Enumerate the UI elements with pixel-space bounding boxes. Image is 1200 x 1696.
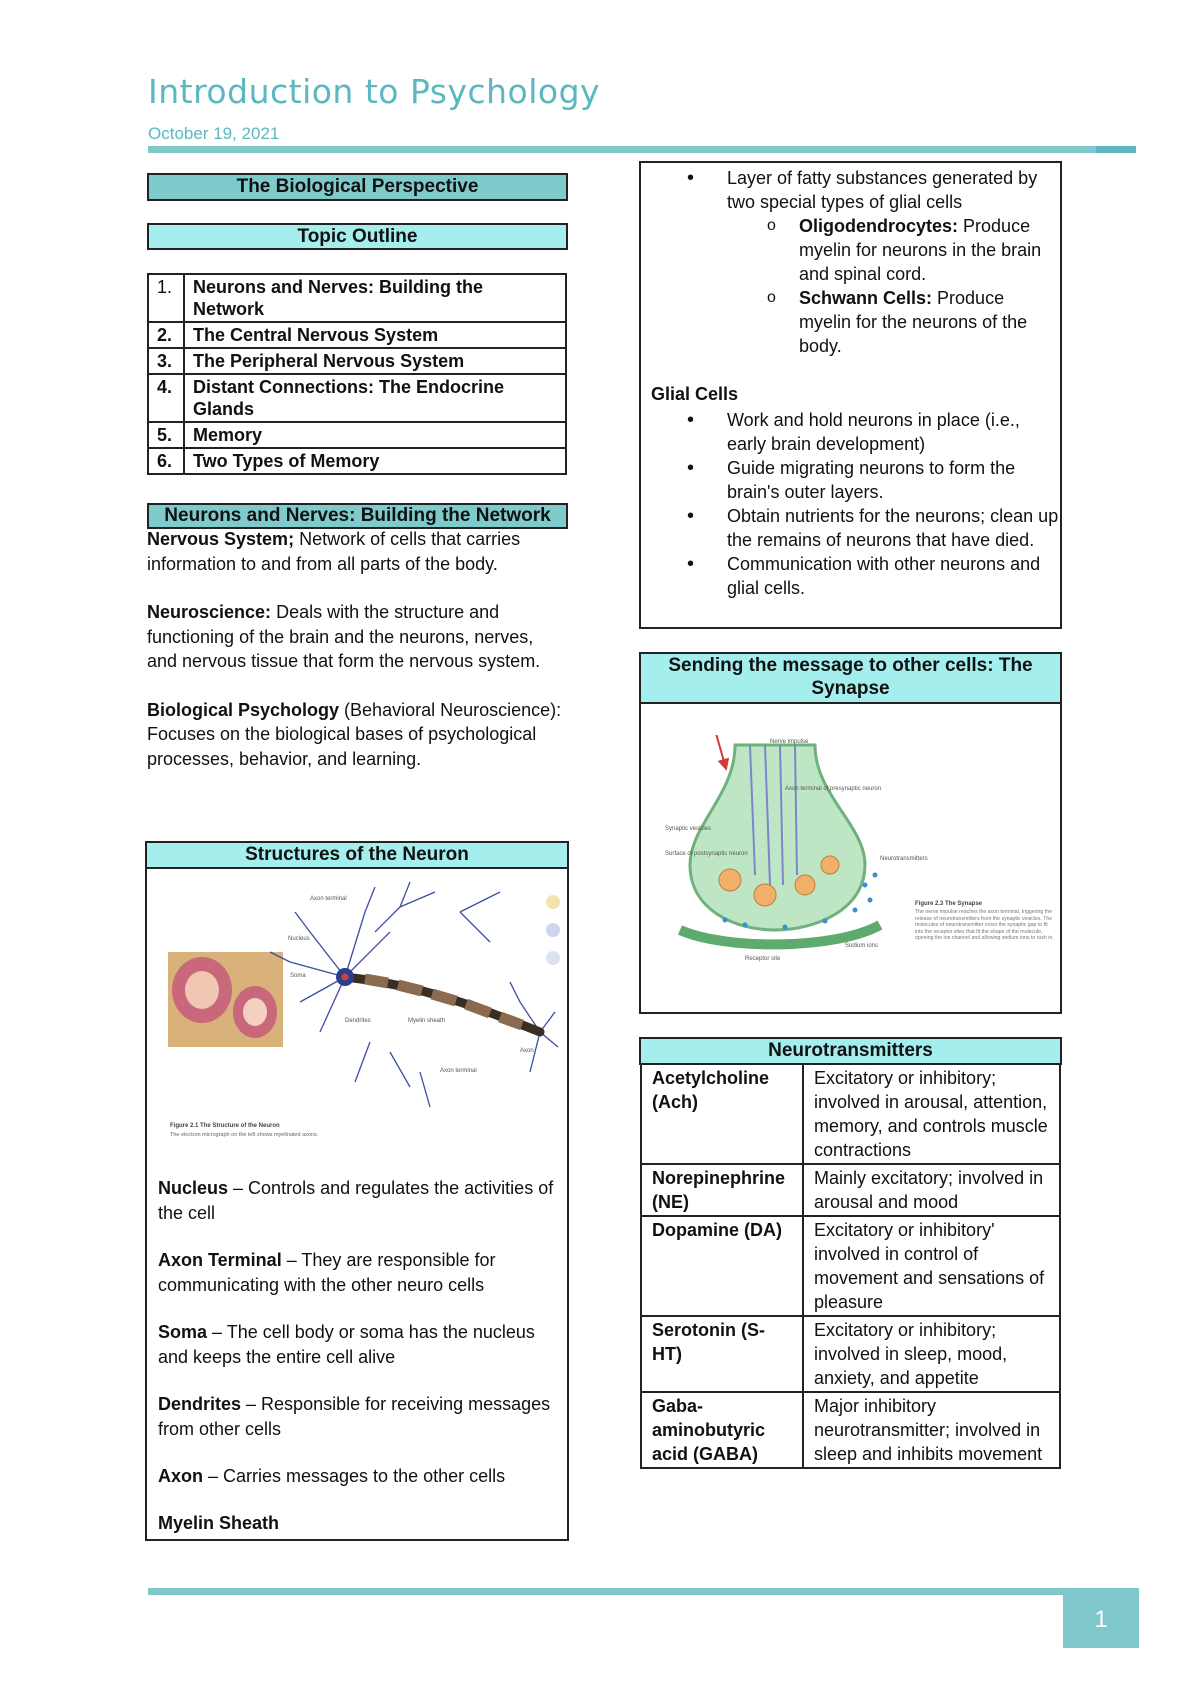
nt-desc: Excitatory or inhibitory' involved in control of movement and sensations of pleasure [803, 1216, 1060, 1316]
table-row [641, 1392, 1060, 1468]
structure-text: – They are responsible for communicating with the other neuro cells [158, 1250, 496, 1295]
definition-text: Network of cells that carries information to and from all parts of the body. [147, 529, 521, 574]
table-row [641, 1164, 1060, 1216]
definition-text: (Behavioral Neuroscience): Focuses on the biological bases of psychological processes, behavior, and learning. [147, 699, 562, 769]
myelin-section [641, 166, 1060, 600]
nt-desc: Excitatory or inhibitory; involved in arousal, attention, memory, and controls muscle contractions [803, 1064, 1060, 1164]
outline-text: The Central Nervous System [184, 322, 566, 348]
structure-axon-terminal [158, 1248, 558, 1298]
definition-term: Neuroscience: [147, 602, 272, 622]
fig-label: Myelin sheath [408, 1018, 446, 1024]
fig-label: Receptor site [745, 956, 781, 962]
definition-term: Nervous System; [147, 529, 295, 549]
outline-num: 2. [148, 322, 184, 348]
outline-row [148, 422, 566, 448]
nerve-impulse-arrow [715, 735, 725, 765]
definition-text: Deals with the structure and functioning of the brain and the neurons, nerves, and nervous tissue that form the nervous system. [147, 602, 541, 671]
nt-desc: Excitatory or inhibitory; involved in sleep, mood, anxiety, and appetite [803, 1316, 1060, 1392]
footer-rule [148, 1588, 1076, 1595]
outline-row [148, 448, 566, 474]
definition-biological-psychology [147, 698, 567, 772]
neuron-figure [160, 872, 560, 1142]
outline-text: Neurons and Nerves: Building the Network [184, 274, 566, 322]
outline-text: Two Types of Memory [184, 448, 566, 474]
structure-term: Soma [158, 1322, 208, 1342]
structure-term: Axon [158, 1466, 203, 1486]
fig-label: Synaptic vesicles [665, 826, 712, 832]
myelin-subitem: o Schwann Cells: Produce myelin for the neurons of the body. [767, 288, 1028, 356]
definition-nervous-system [147, 527, 567, 576]
fig-label: Dendrites [345, 1018, 371, 1024]
outline-row [148, 322, 566, 348]
nt-desc: Mainly excitatory; involved in arousal and mood [803, 1164, 1060, 1216]
myelin-bullet: • Layer of fatty substances generated by two special types of glial cells [641, 166, 1060, 214]
definition-neuroscience [147, 600, 567, 674]
outline-text: Memory [184, 422, 566, 448]
document-date: October 19, 2021 [148, 124, 280, 143]
glial-item: • Communication with other neurons and glial cells. [641, 552, 1060, 600]
structure-text: – Responsible for receiving messages from other cells [158, 1394, 551, 1439]
fig-label: Nerve impulse [770, 739, 809, 745]
structure-nucleus [158, 1176, 558, 1226]
nt-name: Gaba-aminobutyric acid (GABA) [641, 1392, 803, 1468]
nt-name: Acetylcholine (Ach) [641, 1064, 803, 1164]
structure-text: – Controls and regulates the activities of the cell [158, 1178, 554, 1223]
definitions [147, 527, 567, 771]
glial-item: • Guide migrating neurons to form the brain's outer layers. [641, 456, 1060, 504]
perspective-title: The Biological Perspective [147, 173, 568, 201]
outline-text: The Peripheral Nervous System [184, 348, 566, 374]
synapse-figure [665, 735, 1055, 970]
table-row [641, 1316, 1060, 1392]
neuron-figure-caption: The electron micrograph on the left shows myelinated axons. [170, 1132, 319, 1138]
structures-title: Structures of the Neuron [145, 841, 569, 869]
outline-num: 4. [148, 374, 184, 422]
fig-label: Axon terminal [440, 1068, 477, 1074]
outline-num: 1. [148, 274, 184, 322]
myelin-subitem: o Oligodendrocytes: Produce myelin for neurons in the brain and spinal cord. [767, 216, 1042, 284]
nt-desc: Major inhibitory neurotransmitter; involved in sleep and inhibits movement [803, 1392, 1060, 1468]
fig-label: Axon terminal [310, 896, 347, 902]
outline-row [148, 348, 566, 374]
structure-axon [158, 1464, 558, 1489]
decorative-dot [546, 895, 560, 909]
nt-name: Dopamine (DA) [641, 1216, 803, 1316]
structure-term: Myelin Sheath [158, 1513, 280, 1533]
glial-item: • Obtain nutrients for the neurons; clean up the remains of neurons that have died. [641, 504, 1060, 552]
topic-outline-title: Topic Outline [147, 223, 568, 250]
document-title: Introduction to Psychology [148, 72, 601, 111]
table-row [641, 1216, 1060, 1316]
glial-title: Glial Cells [651, 384, 739, 404]
synapse-figure-caption: The nerve impulse reaches the axon terminal, triggering the release of neurotransmitters from the synaptic vesicles. The molecules of neurotransmitter cross the synaptic gap to fit into the receptor sites that fit the shape of the molecule, opening the ion channel and allowing sodium ions to rush in. [915, 909, 1054, 941]
structure-term: Nucleus [158, 1178, 229, 1198]
outline-num: 6. [148, 448, 184, 474]
fig-label: Neurotransmitters [880, 856, 928, 862]
outline-num: 5. [148, 422, 184, 448]
myelin-subitem-text: Produce myelin for the neurons of the body. [799, 288, 1028, 356]
outline-text: Distant Connections: The Endocrine Glands [184, 374, 566, 422]
structure-soma [158, 1320, 558, 1370]
decorative-dot [546, 923, 560, 937]
synapse-figure-caption-title: Figure 2.3 The Synapse [915, 901, 983, 907]
header-rule [148, 146, 1136, 153]
structure-text: – Carries messages to the other cells [203, 1466, 506, 1486]
nucleus-drawing [342, 974, 349, 981]
outline-num: 3. [148, 348, 184, 374]
decorative-dot [546, 951, 560, 965]
table-row [641, 1064, 1060, 1164]
myelin-subitem-term: Oligodendrocytes: [799, 216, 959, 236]
topic-outline-table [147, 273, 567, 475]
fig-label: Sodium ions [845, 943, 879, 949]
nt-name: Serotonin (S-HT) [641, 1316, 803, 1392]
fig-label: Soma [290, 973, 306, 979]
fig-label: Axon terminal of presynaptic neuron [785, 786, 882, 792]
fig-label: Axon [520, 1048, 534, 1054]
outline-row [148, 374, 566, 422]
fig-label: Nucleus [288, 936, 310, 942]
neurotransmitters-table [640, 1063, 1061, 1469]
structure-term: Axon Terminal [158, 1250, 282, 1270]
neuron-structures-list [158, 1176, 558, 1536]
outline-row [148, 274, 566, 322]
structure-text: – The cell body or soma has the nucleus and keeps the entire cell alive [158, 1322, 535, 1367]
myelin-subitem-text: Produce myelin for neurons in the brain and spinal cord. [799, 216, 1042, 284]
section1-title: Neurons and Nerves: Building the Network [147, 503, 568, 529]
synapse-title: Sending the message to other cells: The Synapse [639, 652, 1062, 704]
fig-label: Surface of postsynaptic neuron [665, 851, 748, 857]
neurotransmitters-title: Neurotransmitters [639, 1037, 1062, 1065]
header-rule-accent [1096, 146, 1136, 153]
page-number: 1 [1063, 1588, 1139, 1648]
glial-item: • Work and hold neurons in place (i.e., early brain development) [641, 408, 1060, 456]
definition-term: Biological Psychology [147, 699, 340, 720]
myelin-subitem-term: Schwann Cells: [799, 288, 933, 308]
axon-terminal-drawing [690, 745, 865, 930]
neuron-figure-caption-title: Figure 2.1 The Structure of the Neuron [170, 1123, 280, 1129]
structure-dendrites [158, 1392, 558, 1442]
nt-name: Norepinephrine (NE) [641, 1164, 803, 1216]
structure-myelin-sheath [158, 1511, 558, 1536]
structure-term: Dendrites [158, 1394, 242, 1414]
